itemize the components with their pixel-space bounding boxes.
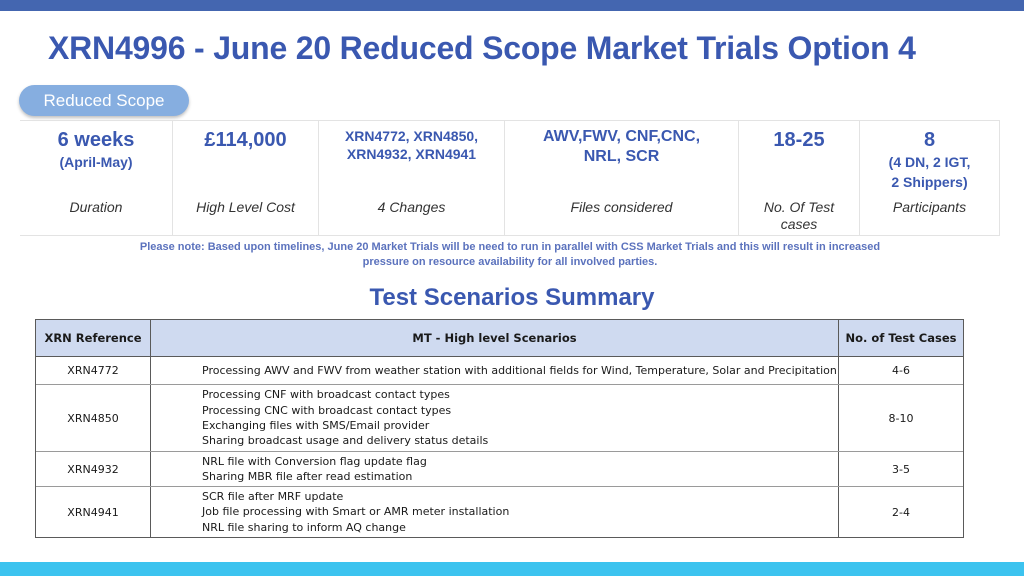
stat-test-cases-label-1: No. Of Test (763, 199, 835, 215)
scenario-line: Exchanging files with SMS/Email provider (202, 419, 430, 432)
stat-participants-sub-2: 2 Shippers) (891, 174, 968, 190)
stat-files (504, 121, 738, 236)
stat-cost-value: £114,000 (204, 129, 287, 151)
stat-changes-line-1: XRN4772, XRN4850, (344, 128, 479, 144)
stat-duration-label: Duration (69, 199, 123, 215)
row-ref: XRN4932 (36, 452, 151, 486)
timeline-note-line-2: pressure on resource availability for all involved parties. (362, 256, 658, 268)
stat-duration-value: 6 weeks (57, 129, 135, 151)
stat-cost (172, 121, 318, 236)
row-ref: XRN4941 (36, 487, 151, 537)
scenario-line: Sharing broadcast usage and delivery status details (202, 434, 489, 448)
table-row (36, 357, 963, 385)
scenario-line: Processing AWV and FWV from weather station with additional fields for Wind, Temperature, Solar and Precipitation (202, 363, 837, 377)
row-cases: 3-5 (892, 462, 910, 476)
row-cases: 8-10 (888, 411, 914, 425)
bottom-accent-bar (0, 562, 1024, 576)
table-row (36, 385, 963, 452)
row-ref: XRN4772 (36, 357, 151, 384)
stat-participants (859, 121, 1000, 236)
stat-duration (20, 121, 172, 236)
top-accent-bar (0, 0, 1024, 11)
stat-participants-label: Participants (892, 199, 967, 215)
stat-participants-value: 8 (923, 129, 936, 151)
row-scenarios (151, 487, 839, 537)
table-row (36, 452, 963, 487)
stat-test-cases (738, 121, 859, 236)
stat-test-cases-label-2: cases (780, 216, 818, 232)
stat-changes-label: 4 Changes (377, 199, 446, 215)
scenario-line: Job file processing with Smart or AMR meter installation (202, 505, 510, 519)
row-scenarios (151, 357, 839, 384)
header-test-cases: No. of Test Cases (845, 331, 957, 345)
scenarios-table (35, 319, 964, 538)
scenario-line: Sharing MBR file after read estimation (202, 470, 413, 483)
scenarios-title: Test Scenarios Summary (369, 284, 655, 311)
scenario-line: Processing CNC with broadcast contact types (202, 403, 452, 417)
summary-stats (20, 120, 1000, 236)
scenario-line: NRL file sharing to inform AQ change (202, 520, 406, 534)
stat-changes-line-2: XRN4932, XRN4941 (346, 146, 477, 162)
row-scenarios (151, 452, 839, 486)
stat-cost-label: High Level Cost (196, 199, 295, 215)
table-header-row (36, 320, 963, 357)
table-row (36, 487, 963, 537)
stat-files-line-1: AWV,FWV, CNF,CNC, (542, 128, 701, 145)
stat-participants-sub-1: (4 DN, 2 IGT, (888, 154, 971, 170)
scenario-line: SCR file after MRF update (202, 490, 344, 504)
scenario-line: Processing CNF with broadcast contact types (202, 388, 450, 402)
header-xrn-reference: XRN Reference (36, 320, 151, 356)
stat-duration-sub: (April-May) (59, 154, 133, 170)
stat-changes (318, 121, 504, 236)
scenario-line: NRL file with Conversion flag update flag (202, 454, 427, 468)
row-scenarios (151, 385, 839, 451)
header-scenarios: MT - High level Scenarios (151, 320, 839, 356)
page-title: XRN4996 - June 20 Reduced Scope Market Trials Option 4 (48, 30, 916, 66)
timeline-note (110, 240, 910, 270)
stat-test-cases-value: 18-25 (773, 129, 825, 151)
row-cases: 4-6 (892, 364, 910, 377)
timeline-note-line-1: Please note: Based upon timelines, June 20 Market Trials will be need to run in parallel with CSS Market Trials and this will result in increased (139, 241, 881, 253)
row-cases: 2-4 (892, 505, 910, 519)
row-ref: XRN4850 (36, 385, 151, 451)
stat-files-line-2: NRL, SCR (583, 148, 660, 165)
stat-test-cases-label (739, 199, 859, 233)
scope-badge: Reduced Scope (19, 85, 189, 116)
stat-files-label: Files considered (570, 199, 673, 215)
